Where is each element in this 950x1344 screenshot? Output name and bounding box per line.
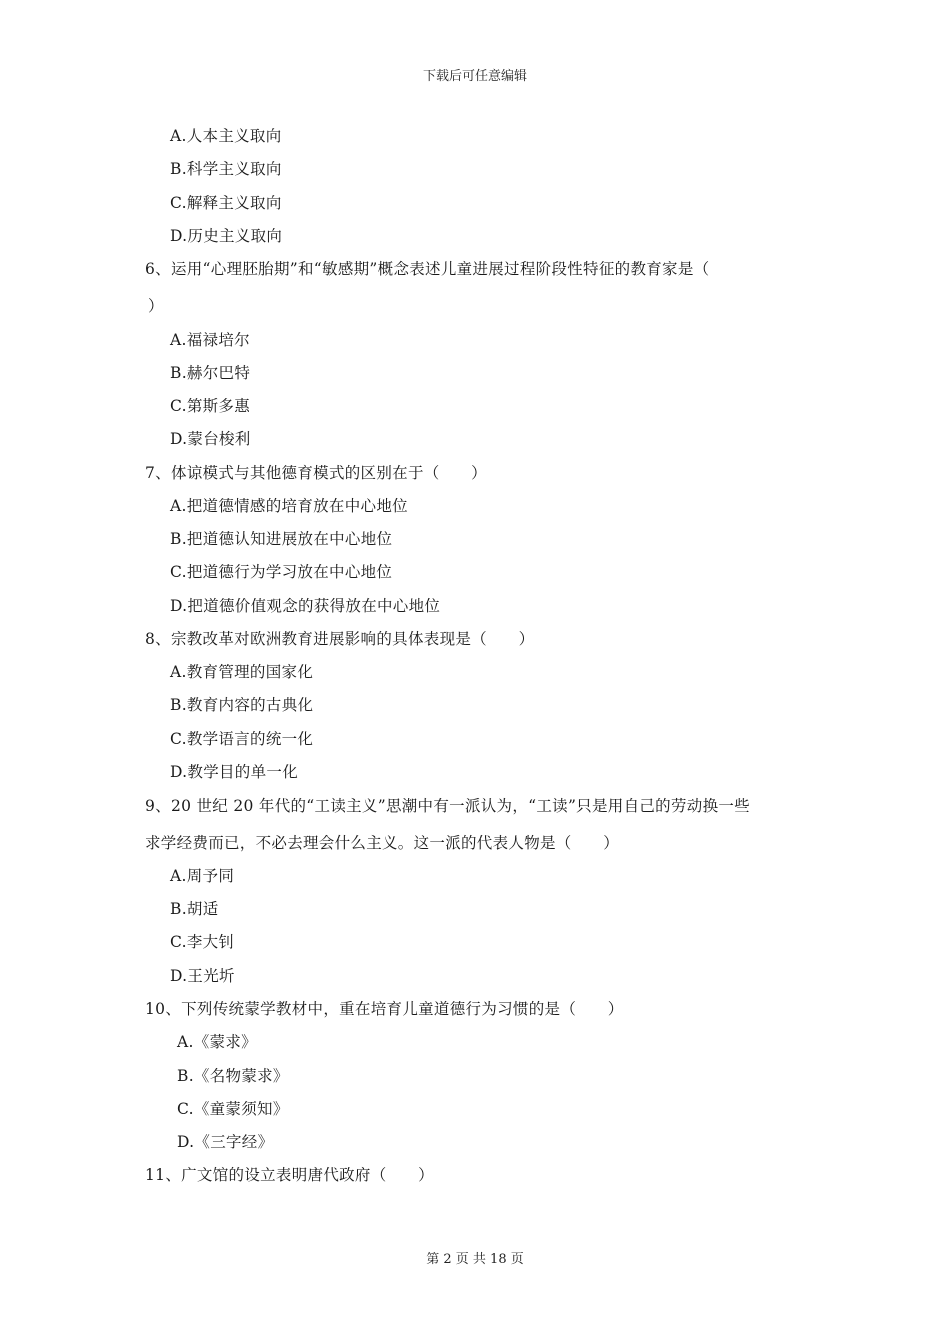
question-7: 7、体谅模式与其他德育模式的区别在于（ ） xyxy=(145,464,487,482)
option-7b: B.把道德认知进展放在中心地位 xyxy=(170,530,393,548)
option-5a: A.人本主义取向 xyxy=(170,127,282,145)
page-footer: 第 2 页 共 18 页 xyxy=(426,1252,524,1267)
option-8d: D.教学目的单一化 xyxy=(170,763,299,781)
option-7d: D.把道德价值观念的获得放在中心地位 xyxy=(170,597,441,615)
option-10c: C.《童蒙须知》 xyxy=(177,1100,289,1118)
option-5d: D.历史主义取向 xyxy=(170,227,283,245)
option-6c: C.第斯多惠 xyxy=(170,397,251,415)
question-10: 10、下列传统蒙学教材中，重在培育儿童道德行为习惯的是（ ） xyxy=(145,1000,624,1018)
question-11: 11、广文馆的设立表明唐代政府（ ） xyxy=(145,1166,434,1184)
option-9d: D.王光圻 xyxy=(170,967,235,985)
option-6a: A.福禄培尔 xyxy=(170,331,250,349)
page-header: 下载后可任意编辑 xyxy=(422,69,527,84)
option-5b: B.科学主义取向 xyxy=(170,160,282,178)
question-8: 8、宗教改革对欧洲教育进展影响的具体表现是（ ） xyxy=(145,630,535,648)
question-9-continuation: 求学经费而已，不必去理会什么主义。这一派的代表人物是（ ） xyxy=(145,834,620,852)
question-9: 9、20 世纪 20 年代的“工读主义”思潮中有一派认为，“工读”只是用自己的劳动换一些 xyxy=(145,797,750,815)
question-6-continuation: ） xyxy=(148,297,164,315)
option-10d: D.《三字经》 xyxy=(177,1133,274,1151)
option-6b: B.赫尔巴特 xyxy=(170,364,251,382)
option-7c: C.把道德行为学习放在中心地位 xyxy=(170,563,393,581)
option-9b: B.胡适 xyxy=(170,900,219,918)
option-8a: A.教育管理的国家化 xyxy=(170,663,314,681)
option-10b: B.《名物蒙求》 xyxy=(177,1067,289,1085)
option-10a: A.《蒙求》 xyxy=(177,1033,257,1051)
option-9c: C.李大钊 xyxy=(170,933,235,951)
option-7a: A.把道德情感的培育放在中心地位 xyxy=(170,497,408,515)
option-6d: D.蒙台梭利 xyxy=(170,430,251,448)
option-9a: A.周予同 xyxy=(170,867,235,885)
option-8b: B.教育内容的古典化 xyxy=(170,696,314,714)
question-6: 6、运用“心理胚胎期”和“敏感期”概念表述儿童进展过程阶段性特征的教育家是（ xyxy=(145,260,710,278)
option-8c: C.教学语言的统一化 xyxy=(170,730,314,748)
option-5c: C.解释主义取向 xyxy=(170,194,282,212)
